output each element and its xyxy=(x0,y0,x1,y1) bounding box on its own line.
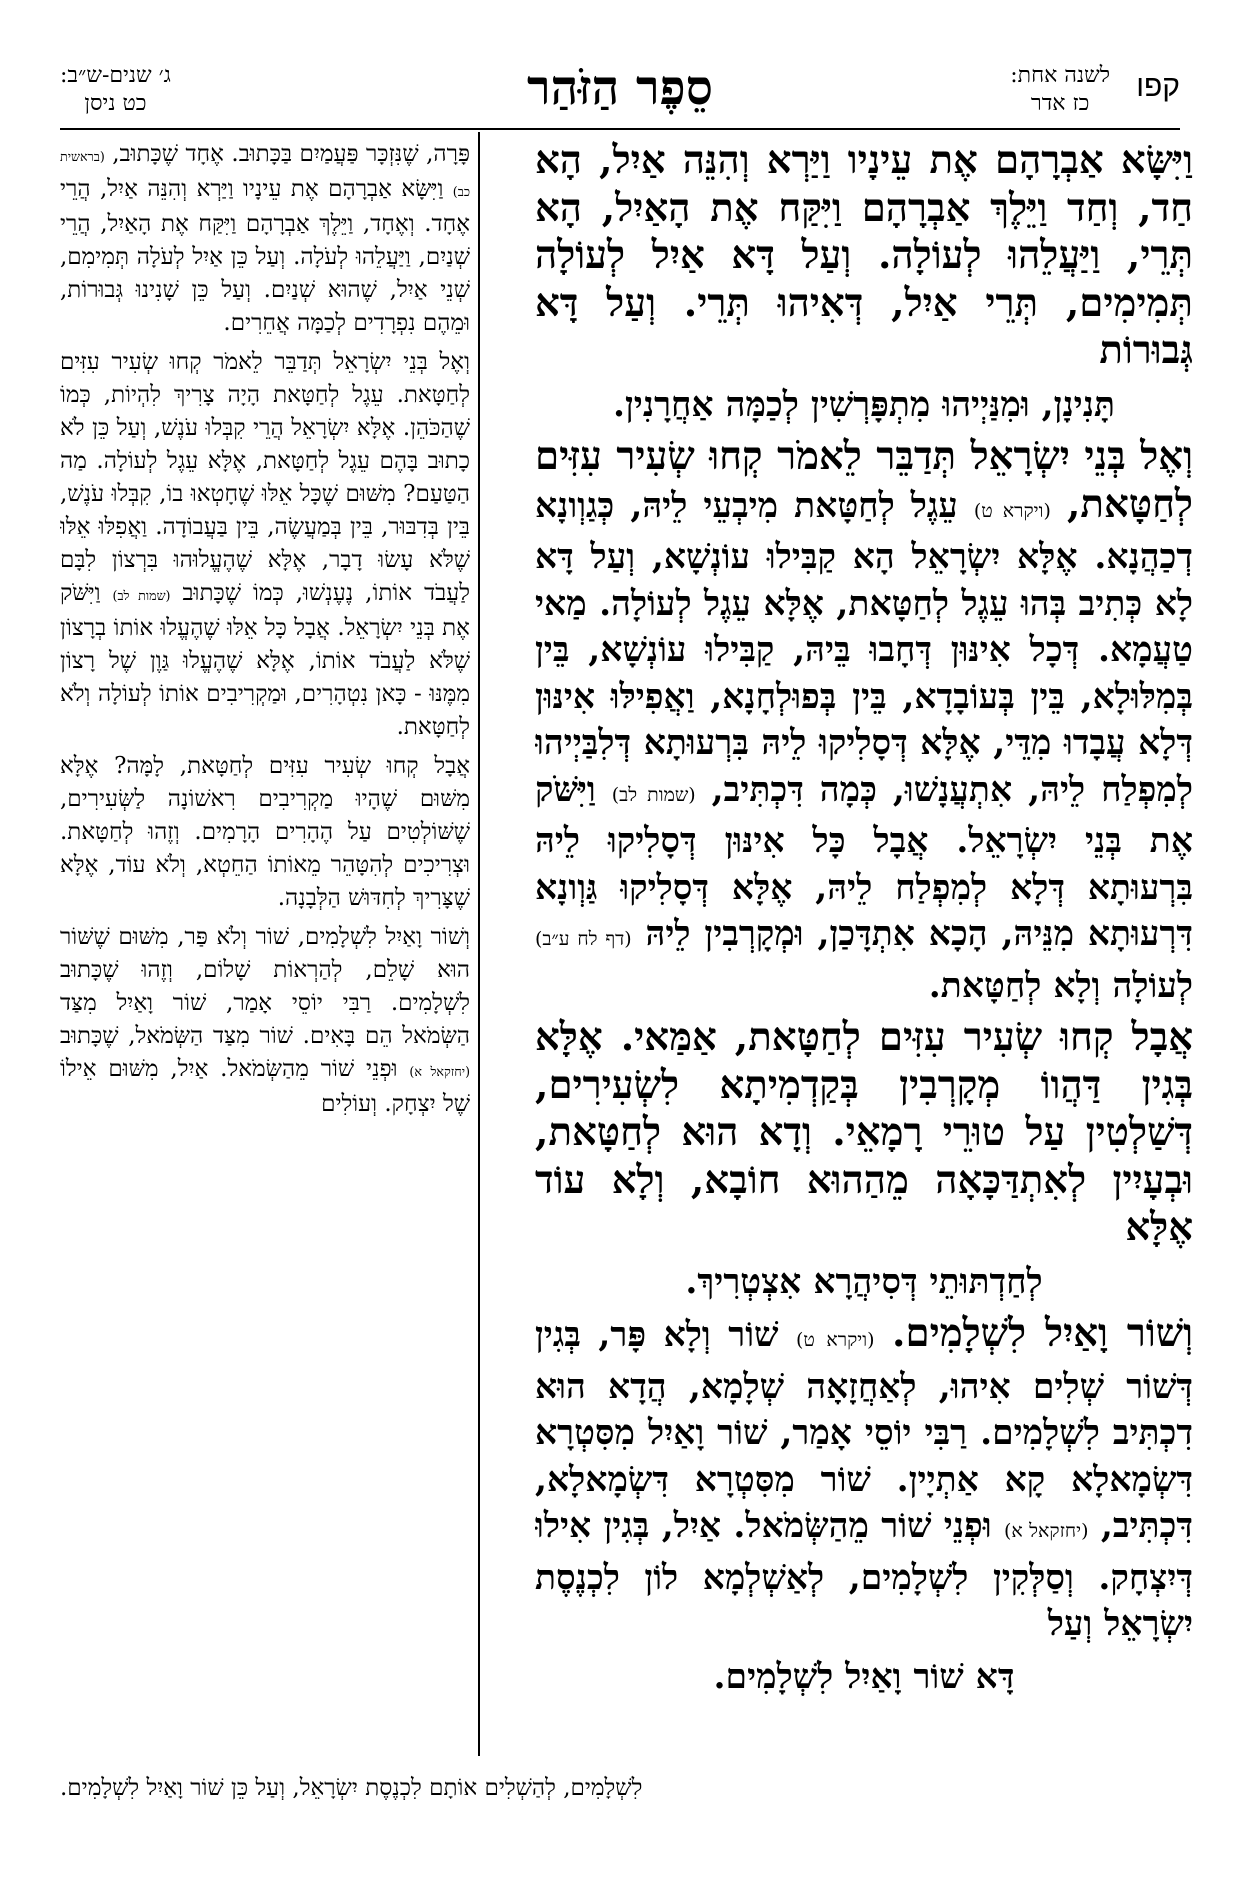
main-paragraph-2 xyxy=(535,434,1193,1009)
main-text: וְשׁוֹר וָאַיִל לִשְׁלָמִים. xyxy=(892,1311,1193,1356)
translation-column xyxy=(60,138,470,1758)
column-divider xyxy=(478,132,480,1756)
translation-text: פָּרָה, שֶׁנִּזְכָּר פַּעֲמַיִם בַּכָּתוּב. אֶחָד שֶׁכָּתוּב, xyxy=(112,141,470,167)
main-paragraph-3b xyxy=(535,1259,1193,1306)
verse-reference: (שמות לב) xyxy=(112,588,171,603)
main-text: וּפְנֵי שׁוֹר מֵהַשְּׂמֹאל. אַיִל, בְּגִין אִילוּ דְּיִצְחָק. וְסַלְּקִין לִשְׁלָמִים, לְאַשְׁלְמָא לוֹן לִכְנֶסֶת יִשְׂרָאֵל וְעַל xyxy=(535,1506,1193,1644)
main-text: וְאֶל בְּנֵי יִשְׂרָאֵל תְּדַבֵּר לֵאמֹר קְחוּ שְׂעִיר עִזִּים לְחַטָּאת, xyxy=(535,434,1193,527)
header-three-year-date: כט ניסן xyxy=(84,91,147,116)
verse-reference: (יחזקאל א) xyxy=(1004,1520,1089,1542)
main-text: דָּא שׁוֹר וָאַיִל לִשְׁלָמִים. xyxy=(713,1656,1015,1697)
verse-reference: (יחזקאל א) xyxy=(409,1064,470,1079)
verse-reference: (ויקרא ט) xyxy=(973,499,1051,522)
verse-reference: (ויקרא ט) xyxy=(796,1329,875,1351)
translation-paragraph-3 xyxy=(60,750,470,915)
folio-reference: (דף לח ע״ב) xyxy=(535,928,632,950)
translation-continuation-line: לִשְׁלָמִים, לְהַשְׁלִים אוֹתָם לִכְנֶסֶת יִשְׂרָאֵל, וְעַל כֵּן שׁוֹר וָאַיִל לִשְׁלָמִים. xyxy=(60,1775,643,1801)
book-title: סֵפֶר הַזֹּהַר xyxy=(527,60,713,116)
main-text: תָּנִינָן, וּמִנַּיְיהוּ מִתְפָּרְשִׁין לְכַמָּה אַחֲרָנִין. xyxy=(613,384,1115,425)
translation-text: וְשׁוֹר וָאַיִל לִשְׁלָמִים, שׁוֹר וְלֹא פַּר, מִשּׁוּם שֶׁשּׁוֹר הוּא שָׁלֵם, לְהַרְאוֹת שָׁלוֹם, וְזֶהוּ שֶׁכָּתוּב לִשְׁלָמִים. רַבִּי יוֹסֵי אָמַר, שׁוֹר וָאַיִל מִצַּד הַשְּׂמֹאל הֵם בָּאִים. שׁוֹר מִצַּד הַשְּׂמֹאל, שֶׁכָּתוּב xyxy=(60,924,470,1049)
header-three-year-label: ג׳ שנים-ש״ב: xyxy=(60,63,171,88)
verse-reference: (בראשית כב) xyxy=(60,149,470,199)
main-paragraph-1b xyxy=(535,382,1193,429)
main-text: לְעוֹלָה וְלָא לְחַטָּאת. xyxy=(928,965,1193,1006)
translation-text: וּפְנֵי שׁוֹר מֵהַשְּׂמֹאל. אַיִל, מִשּׁוּם אֵילוֹ שֶׁל יִצְחָק. וְעוֹלִים xyxy=(60,1056,470,1117)
header-one-year-date: כז אדר xyxy=(1030,91,1090,116)
header-three-year-schedule xyxy=(60,62,171,118)
main-text: וַיִּשָּׂא אַבְרָהָם אֶת עֵינָיו וַיַּרְא וְהִנֵּה אַיִל, הָא חַד, וְחַד וַיֵּלֶךְ אַבְרָהָם וַיִּקַּח אֶת הָאַיִל, הָא תְּרֵי, וַיַּעֲלֵהוּ לְעוֹלָה. וְעַל דָּא אַיִל לְעוֹלָה תְּמִימִים, תְּרֵי אַיִל, דְּאִיהוּ תְּרֵי. וְעַל דָּא גְּבוּרוֹת xyxy=(535,138,1193,373)
translation-text: וַיִּשֹּׁק אֶת בְּנֵי יִשְׂרָאֵל. אֲבָל כָּל אֵלּוּ שֶׁהֶעֱלוּ אוֹתוֹ בְרָצוֹן שֶׁלֹּא לַעֲבֹד אוֹתוֹ, אֶלָּא שֶׁהֶעֱלוּ גַּוֶן שֶׁל רָצוֹן מִמֶּנּוּ - כָּאן נִטְהָרִים, וּמַקְרִיבִים אוֹתוֹ לְעוֹלָה וְלֹא לְחַטָּאת. xyxy=(60,580,470,740)
main-text-column xyxy=(535,138,1193,1738)
main-text: עֵגֶל לְחַטָּאת מִיבְעֵי לֵיהּ, כְּגַוְונָא דְכַהֲנָא. אֶלָּא יִשְׂרָאֵל הָא קַבִּילוּ עוֹנְשָׁא, וְעַל דָּא לָא כְּתִיב בְּהוּ עֵגֶל לְחַטָּאת, אֶלָּא עֵגֶל לְעוֹלָה. מַאי טַעֲמָא. דְּכָל אִינּוּן דְּחָבוּ בֵּיהּ, קַבִּילוּ עוֹנְשָׁא, בֵּין בְּמִלּוּלָא, בֵּין בְּעוֹבָדָא, בֵּין בְּפוּלְחָנָא, וַאֲפִילּוּ אִינּוּן דְּלָא עֲבָדוּ מִדֵּי, אֶלָּא דְּסָלִיקוּ לֵיהּ בִּרְעוּתָא דְּלִבַּיְיהוּ לְמִפְלַח לֵיהּ, אִתְעֲנָשׁוּ, כְּמָה דִּכְתִּיב, xyxy=(535,485,1193,810)
main-paragraph-4b xyxy=(535,1654,1193,1701)
translation-text: וְאֶל בְּנֵי יִשְׂרָאֵל תְּדַבֵּר לֵאמֹר קְחוּ שְׂעִיר עִזִּים לְחַטָּאת. עֵגֶל לְחַטָּאת הָיָה צָרִיךְ לִהְיוֹת, כְּמוֹ שֶׁהַכֹּהֵן. אֶלָּא יִשְׂרָאֵל הֲרֵי קִבְּלוּ עֹנֶשׁ, וְעַל כֵּן לֹא כָתוּב בָּהֶם עֵגֶל לְחַטָּאת, אֶלָּא עֵגֶל לְעוֹלָה. מַה הַטַּעַם? מִשּׁוּם שֶׁכָּל אֵלּוּ שֶׁחָטְאוּ בוֹ, קִבְּלוּ עֹנֶשׁ, בֵּין בְּדִבּוּר, בֵּין בְּמַעֲשֶׂה, בֵּין בַּעֲבוֹדָה. וַאֲפִלּוּ אֵלּוּ שֶׁלֹּא עָשׂוּ דָבָר, אֶלָּא שֶׁהֶעֱלוּהוּ בִּרְצוֹן לִבָּם לַעֲבֹד אוֹתוֹ, נֶעֶנְשׁוּ, כְּמוֹ שֶׁכָּתוּב xyxy=(60,349,470,606)
page-number: קפו xyxy=(1136,70,1180,103)
translation-paragraph-4 xyxy=(60,921,470,1121)
translation-paragraph-1 xyxy=(60,138,470,340)
main-text: אֲבָל קְחוּ שְׂעִיר עִזִּים לְחַטָּאת, אַמַּאי. אֶלָּא בְּגִין דַּהֲווֹ מְקָרְבִין בְּקַדְמִיתָא לִשְׂעִירִים, דְּשַׁלְטִין עַל טוּרֵי רָמָאֵי. וְדָא הוּא לְחַטָּאת, וּבְעָיִין לְאִתְדַּכָּאָה מֵהַהוּא חוֹבָא, וְלָא עוֹד אֶלָּא xyxy=(535,1015,1193,1250)
header-one-year-label: לשנה אחת: xyxy=(1010,63,1110,88)
main-text: שׁוֹר וְלָא פָּר, בְּגִין דְּשׁוֹר שְׁלִים אִיהוּ, לְאַחֲזָאָה שְׁלָמָא, הֲדָא הוּא דִכְתִּיב לִשְׁלָמִים. רַבִּי יוֹסֵי אָמַר, שׁוֹר וָאַיִל מִסִּטְרָא דִּשְׂמָאלָא קָא אַתְיָין. שׁוֹר מִסִּטְרָא דִּשְׂמָאלָא, דִּכְתִּיב, xyxy=(535,1315,1193,1546)
page-header xyxy=(60,60,1180,126)
main-paragraph-3 xyxy=(535,1015,1193,1253)
translation-text: אֲבָל קְחוּ שְׂעִיר עִזִּים לְחַטָּאת, לָמָּה? אֶלָּא מִשּׁוּם שֶׁהָיוּ מַקְרִיבִים רִאשׁוֹנָה לַשְּׂעִירִים, שֶׁשּׁוֹלְטִים עַל הֶהָרִים הָרָמִים. וְזֶהוּ לְחַטָּאת. וּצְרִיכִים לְהִטָּהֵר מֵאוֹתוֹ הַחֵטְא, וְלֹא עוֹד, אֶלָּא שֶׁצָּרִיךְ לְחִדּוּשׁ הַלְּבָנָה. xyxy=(60,753,470,911)
main-text: לְחַדְתּוּתֵי דְּסִיהֲרָא אִצְטְרִיךְ. xyxy=(685,1261,1043,1302)
verse-reference: (שמות לב) xyxy=(611,783,696,806)
main-paragraph-1 xyxy=(535,138,1193,376)
main-text: וַיִּשֹּׁק אֶת בְּנֵי יִשְׂרָאֵל. אֲבָל כָּל אִינּוּן דְּסָלִיקוּ לֵיהּ בִּרְעוּתָא דְּלָא לְמִפְלַח לֵיהּ, אֶלָּא דְּסָלִיקוּ גַּוְונָא דִּרְעוּתָא מִנֵּיהּ, הָכָא אִתְדָּכַן, וּמְקָרְבִין לֵיהּ xyxy=(535,769,1193,954)
header-rule xyxy=(60,128,1180,130)
translation-text: וַיִּשָּׂא אַבְרָהָם אֶת עֵינָיו וַיַּרְא וְהִנֵּה אַיִל, הֲרֵי אֶחָד. וְאֶחָד, וַיֵּלֶךְ אַבְרָהָם וַיִּקַּח אֶת הָאַיִל, הֲרֵי שְׁנַיִם, וַיַּעֲלֵהוּ לְעֹלָה. וְעַל כֵּן אַיִל לְעֹלָה תְּמִימִם, שְׁנֵי אַיִל, שֶׁהוּא שְׁנַיִם. וְעַל כֵּן שָׁנִינוּ גְּבוּרוֹת, וּמֵהֶם נִפְרָדִים לְכַמָּה אֲחֵרִים. xyxy=(60,176,470,336)
translation-paragraph-2 xyxy=(60,346,470,744)
main-paragraph-4 xyxy=(535,1311,1193,1648)
